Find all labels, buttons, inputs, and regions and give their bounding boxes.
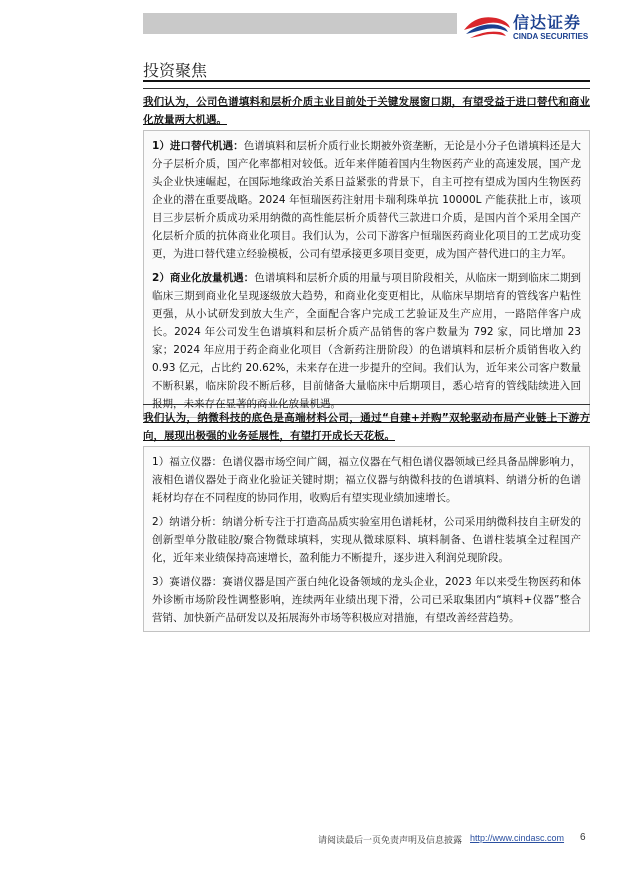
- napu-analysis-paragraph: 2）纳谱分析：纳谱分析专注于打造高品质实验室用色谱耗材，公司采用纳微科技自主研发的创新型单分散硅胶/聚合物微球填料，实现从微球原料、填料制备、色谱柱装填全过程国产化，近年来业绩保持高速增长，盈利能力不断提升，逐步进入利润兑现阶段。: [152, 516, 581, 564]
- lead-statement-1: [143, 88, 590, 133]
- commercial-scaleup-body: 色谱填料和层析介质的用量与项目阶段相关，从临床一期到临床二期到临床三期到商业化呈现逐级放大趋势，和商业化变更相比，从临床早期培育的管线客户粘性更强，从小试研发到放大生产，全面配合客户完成工艺验证及生产应用，一路陪伴客户成长。2024 年公司发生色谱填料和层析介质产品销售的客户数量为 792 家，同比增加 23 家；2024 年应用于药企商业化项目（含新药注册阶段）的色谱填料和层析介质销售收入约 0.93 亿元，占比约 20.62%，未来存在进一步提升的空间。我们认为，近年来公司客户数量不断积累，临床阶段不断后移，目前储备大量临床中后期项目，悉心培育的管线陆续进入回报期，未来存在显著的商业化放量机遇。: [152, 272, 581, 410]
- import-substitution-box: [143, 130, 590, 418]
- lead-statement-1-text: 我们认为，公司色谱填料和层析介质主业目前处于关键发展窗口期，有望受益于进口替代和商业化放量两大机遇。: [143, 96, 590, 126]
- business-extension-box: [143, 446, 590, 632]
- logo-chinese-text: 信达证券: [513, 13, 582, 32]
- lead-statement-2: [143, 404, 590, 449]
- header-bar: [143, 13, 457, 34]
- website-link[interactable]: http://www.cindasc.com: [470, 833, 565, 843]
- logo-english-text: CINDA SECURITIES: [513, 32, 589, 41]
- section-title: 投资聚焦: [143, 61, 208, 80]
- import-substitution-body: 色谱填料和层析介质行业长期被外资垄断，无论是小分子色谱填料还是大分子层析介质，国产化率都相对较低。近年来伴随着国内生物医药产业的高速发展，国产龙头企业快速崛起，在国际地缘政治关系日益紧张的背景下，自主可控有望成为国内生物医药企业的潜在重要战略。2024 年恒瑞医药注射用卡瑞利珠单抗 10000L 产能获批上市，该项目三步层析介质成功采用纳微的高性能层析介质替代三款进口介质，是国内首个采用全国产化层析介质的抗体商业化项目。我们认为，公司下游客户恒瑞医药商业化项目的工艺成功变更，为进口替代建立经验模板，公司有望承接更多项目变更，成为国产替代进口的主力军。: [152, 140, 581, 260]
- commercial-scaleup-heading: 2）商业化放量机遇：: [152, 272, 255, 284]
- lead-statement-2-text: 我们认为，纳微科技的底色是高端材料公司，通过“自建+并购”双轮驱动布局产业链上下游方向，展现出极强的业务延展性，有望打开成长天花板。: [143, 412, 590, 442]
- fuli-instrument-paragraph: 1）福立仪器：色谱仪器市场空间广阔，福立仪器在气相色谱仪器领域已经具备品牌影响力，液相色谱仪器处于商业化验证关键时期；福立仪器与纳微科技的色谱填料、纳谱分析的色谱耗材均存在不同程度的协同作用，收购后有望实现业绩加速增长。: [152, 456, 581, 504]
- page-number: 6: [580, 832, 586, 843]
- saipu-instrument-paragraph: 3）赛谱仪器：赛谱仪器是国产蛋白纯化设备领域的龙头企业，2023 年以来受生物医药和体外诊断市场阶段性调整影响，连续两年业绩出现下滑，公司已采取集团内“填料+仪器”整合营销、加快新产品研发以及拓展海外市场等积极应对措施，有望改善经营趋势。: [152, 576, 581, 624]
- import-substitution-paragraph: [152, 137, 581, 263]
- commercial-scaleup-paragraph: [152, 269, 581, 413]
- disclaimer-note: 请阅读最后一页免责声明及信息披露: [318, 836, 463, 846]
- title-divider: [143, 80, 590, 82]
- import-substitution-heading: 1）进口替代机遇：: [152, 140, 244, 152]
